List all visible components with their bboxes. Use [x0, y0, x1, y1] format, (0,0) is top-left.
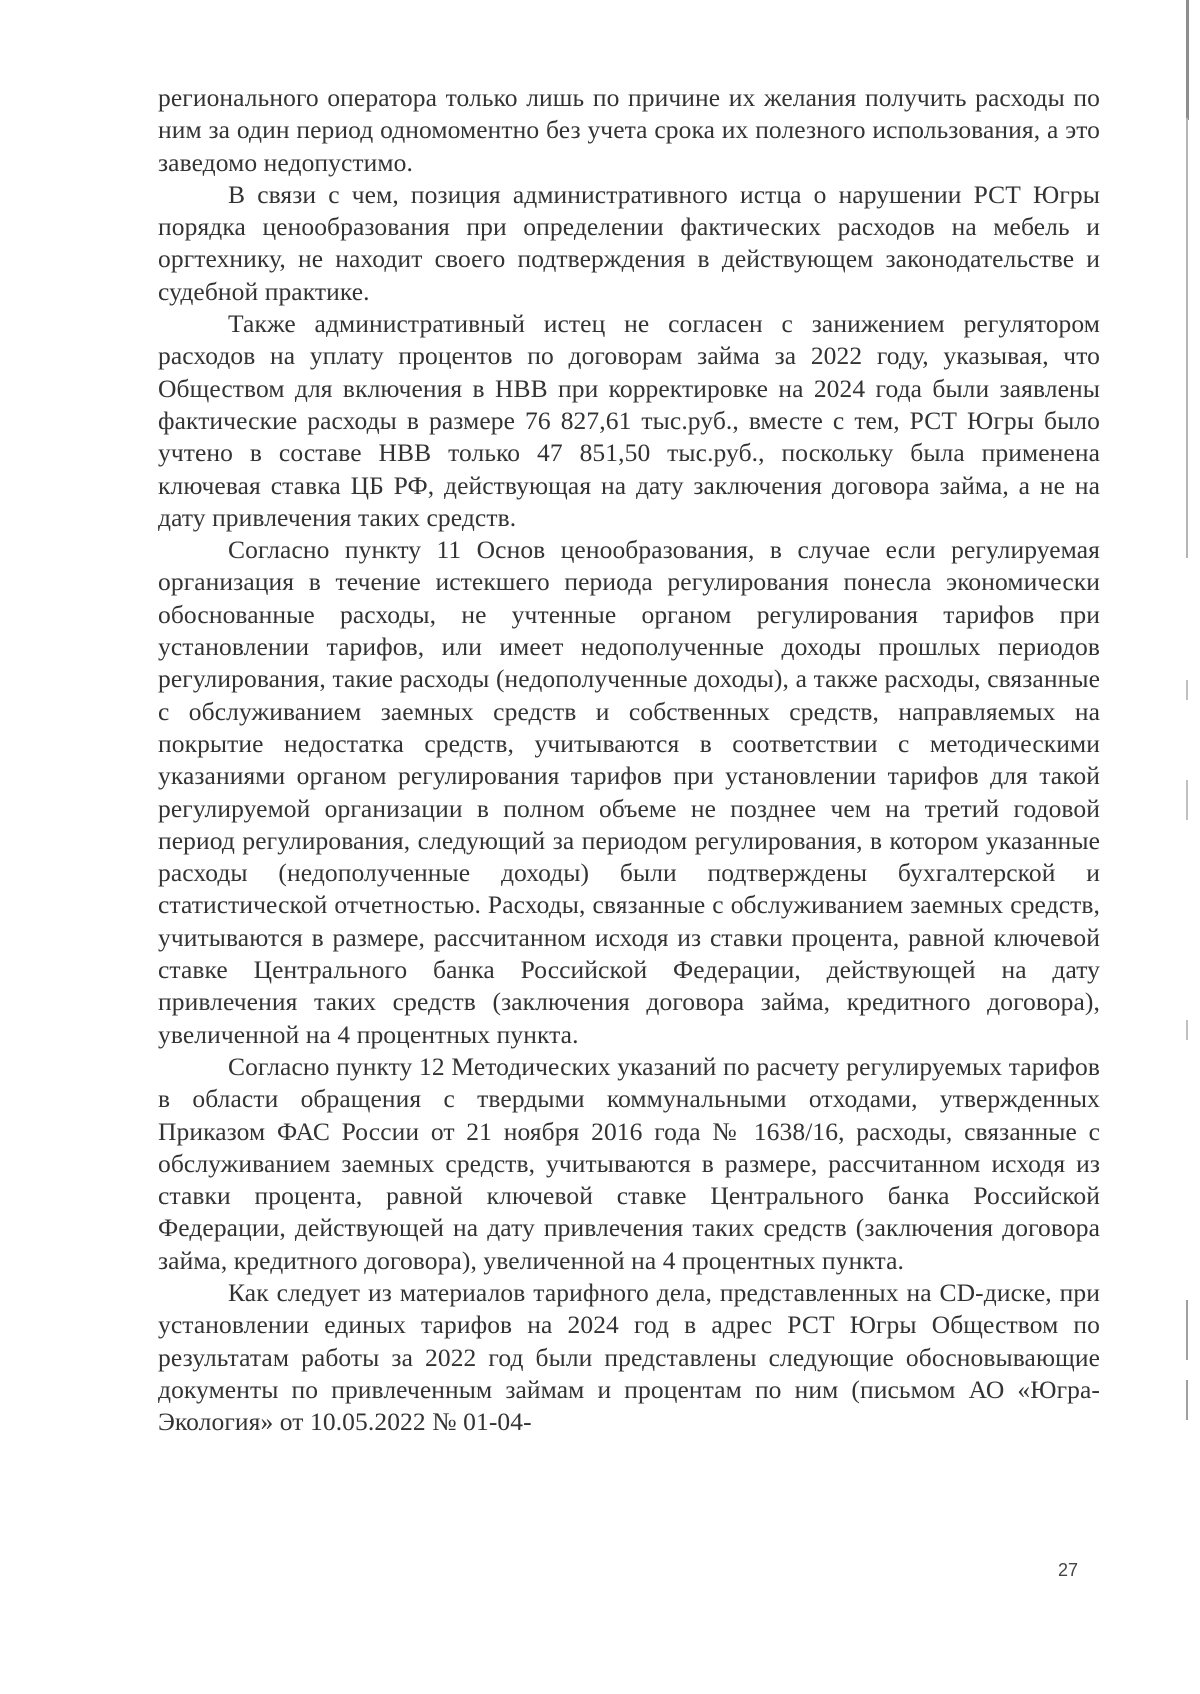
paragraph-pricing-basics-clause-11: Согласно пункту 11 Основ ценообразования, в случае если регулируемая организация в течение истекшего периода регулирования понесла экономически обоснованные расходы, не учтенные органом регулирования тарифов при установлении тарифов, или имеет недополученные доходы прошлых периодов регулирования, такие расходы (недополученные доходы), а также расходы, связанные с обслуживанием заемных средств и собственных средств, направляемых на покрытие недостатка средств, учитываются в соответствии с методическими указаниями органом регулирования тарифов при установлении тарифов для такой регулируемой организации в полном объеме не позднее чем на третий годовой период регулирования, следующий за периодом регулирования, в котором указанные расходы (недополученные доходы) были подтверждены бухгалтерской и статистической отчетностью. Расходы, связанные с обслуживанием заемных средств, учитываются в размере, рассчитанном исходя из ставки процента, равной ключевой ставке Центрального банка Российской Федерации, действующей на дату привлечения таких средств (заключения договора займа, кредитного договора), увеличенной на 4 процентных пункта. [158, 535, 1100, 1049]
paragraph-tariff-case-materials: Как следует из материалов тарифного дела, представленных на CD-диске, при установлении единых тарифов на 2024 год в адрес РСТ Югры Обществом по результатам работы за 2022 год были представлены следующие обосновывающие документы по привлеченным займам и процентам по ним (письмом АО «Югра-Экология» от 10.05.2022 № 01-04- [158, 1277, 1100, 1437]
paragraph-methodical-guidelines-clause-12: Согласно пункту 12 Методических указаний по расчету регулируемых тарифов в области обращения с твердыми коммунальными отходами, утвержденных Приказом ФАС России от 21 ноября 2016 года № 1638/16, расходы, связанные с обслуживанием заемных средств, учитываются в размере, рассчитанном исходя из ставки процента, равной ключевой ставке Центрального банка Российской Федерации, действующей на дату привлечения таких средств (заключения договора займа, кредитного договора), увеличенной на 4 процентных пункта. [158, 1051, 1100, 1275]
body-text [158, 82, 1100, 1438]
page-number: 27 [1058, 1560, 1079, 1580]
paragraph-loan-interest-claim: Также административный истец не согласен с занижением регулятором расходов на уплату процентов по договорам займа за 2022 году, указывая, что Обществом для включения в НВВ при корректировке на 2024 года были заявлены фактические расходы в размере 76 827,61 тыс.руб., вместе с тем, РСТ Югры было учтено в составе НВВ только 47 851,50 тыс.руб., поскольку была применена ключевая ставка ЦБ РФ, действующая на дату заключения договора займа, а не на дату привлечения таких средств. [158, 309, 1100, 532]
scan-edge-marks [1184, 0, 1190, 1694]
paragraph-furniture-position: В связи с чем, позиция административного истца о нарушении РСТ Югры порядка ценообразования при определении фактических расходов на мебель и оргтехнику, не находит своего подтверждения в действующем законодательстве и судебной практике. [158, 179, 1100, 306]
paragraph-continuation: регионального оператора только лишь по причине их желания получить расходы по ним за один период одномоментно без учета срока их полезного использования, а это заведомо недопустимо. [158, 83, 1100, 177]
